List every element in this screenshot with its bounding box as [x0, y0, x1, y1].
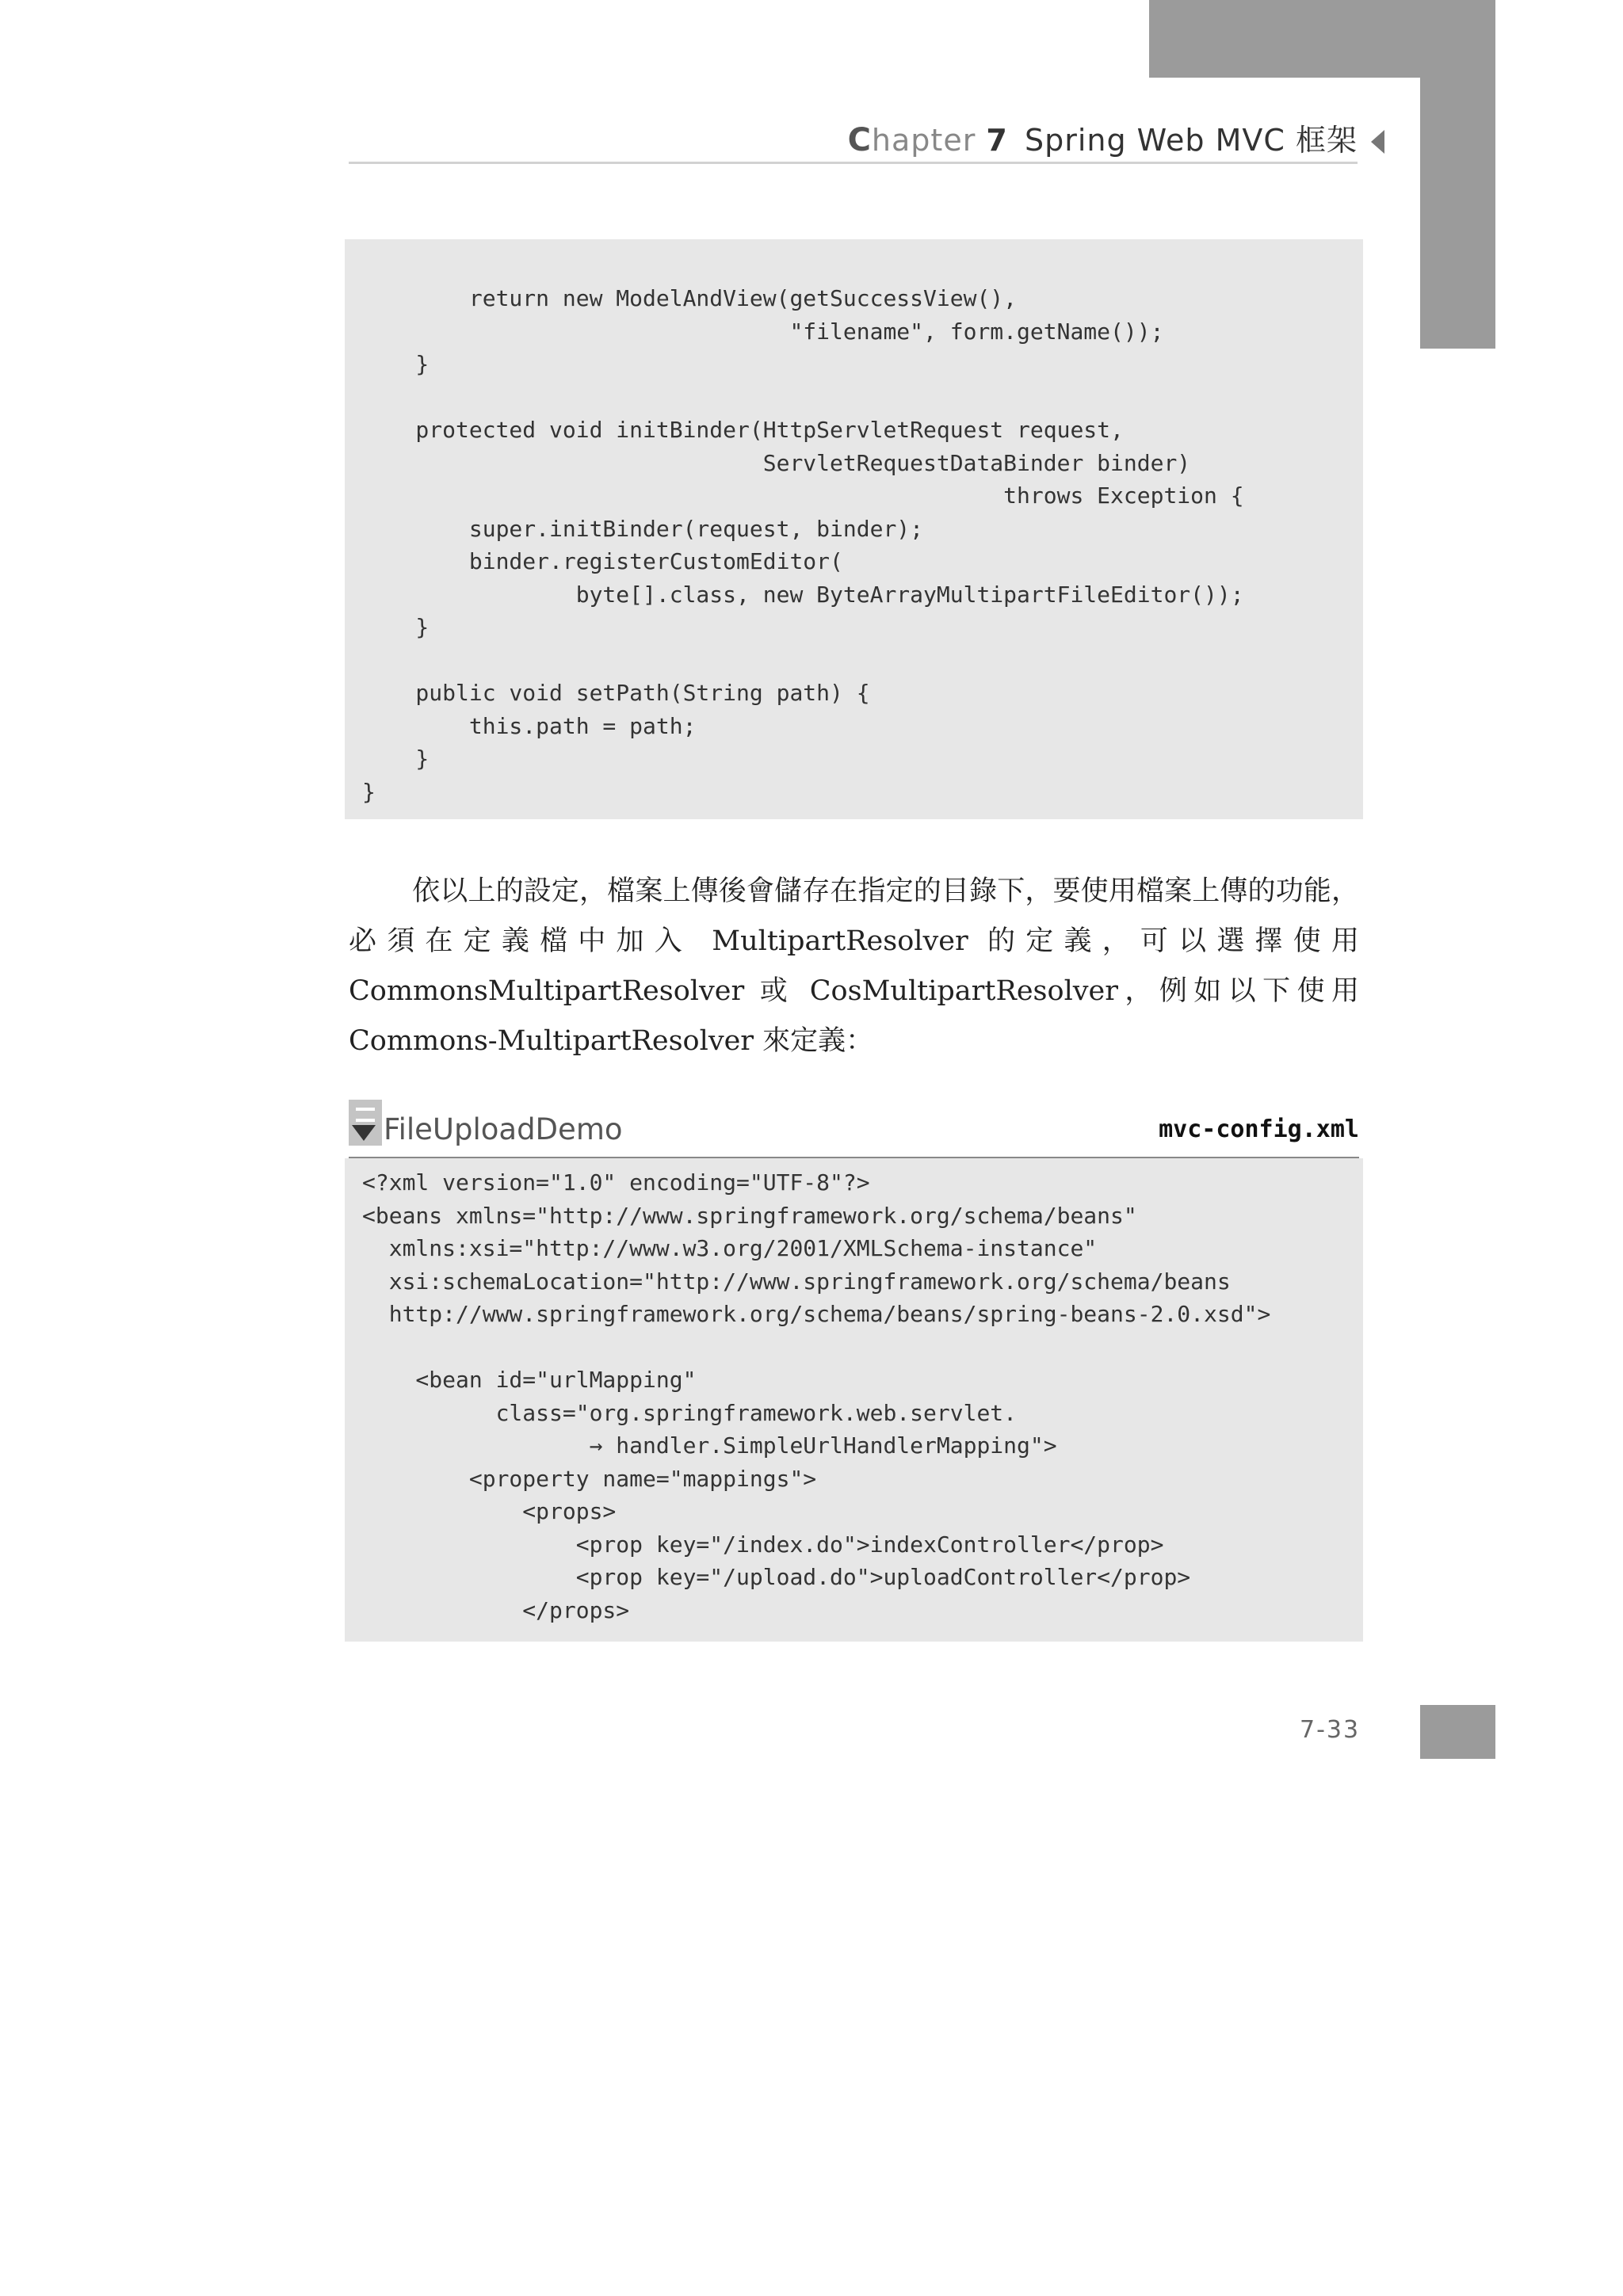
code-line: } — [415, 351, 430, 377]
code-line: } — [415, 614, 430, 640]
code-line: <bean id="urlMapping" — [415, 1367, 697, 1393]
code-line: <?xml version="1.0" encoding="UTF-8"?> — [362, 1169, 870, 1196]
file-name: mvc-config.xml — [1159, 1116, 1359, 1143]
chapter-tab-side — [1420, 78, 1495, 349]
chapter-tab-top — [1149, 0, 1495, 78]
code-line: protected void initBinder(HttpServletRequest request, — [415, 417, 1124, 443]
download-file-icon — [349, 1100, 382, 1146]
code-line: http://www.springframework.org/schema/beans/spring-beans-2.0.xsd"> — [388, 1301, 1271, 1327]
listing-header — [349, 1100, 1359, 1159]
page-number: 7-33 — [1300, 1716, 1361, 1744]
code-block-xml — [345, 1158, 1363, 1642]
code-line: this.path = path; — [468, 712, 697, 739]
code-line: } — [362, 778, 376, 805]
page-number-tab — [1420, 1705, 1495, 1759]
code-line: xmlns:xsi="http://www.w3.org/2001/XMLSchema-instance" — [388, 1235, 1098, 1261]
code-block-java — [345, 239, 1363, 819]
code-line: return new ModelAndView(getSuccessView(), — [468, 285, 1018, 311]
code-line: public void setPath(String path) { — [415, 680, 870, 706]
body-paragraph: 依以上的設定，檔案上傳後會儲存在指定的目錄下，要使用檔案上傳的功能，必須在定義檔中加入 MultipartResolver 的定義，可以選擇使用 CommonsMultipartResolver 或 CosMultipartResolver，例如以下使用 Commons-MultipartResolver 來定義： — [349, 875, 1359, 1057]
chapter-title: Chapter 7 Spring Web MVC 框架 — [847, 122, 1358, 158]
code-line: → handler.SimpleUrlHandlerMapping"> — [589, 1432, 1057, 1459]
code-line: <prop key="/index.do">indexController</prop> — [575, 1531, 1164, 1558]
code-line: super.initBinder(request, binder); — [468, 515, 924, 542]
code-line: byte[].class, new ByteArrayMultipartFileEditor()); — [575, 581, 1244, 608]
triangle-left-icon — [1371, 130, 1384, 154]
page-header — [349, 111, 1358, 164]
code-line: } — [415, 746, 430, 772]
code-line: ServletRequestDataBinder binder) — [762, 449, 1191, 476]
code-line: throws Exception { — [1003, 482, 1244, 509]
code-line: <prop key="/upload.do">uploadController</prop> — [575, 1564, 1191, 1590]
code-line: <beans xmlns="http://www.springframework.org/schema/beans" — [362, 1202, 1137, 1229]
code-line: binder.registerCustomEditor( — [468, 548, 843, 574]
code-line: "filename", form.getName()); — [789, 318, 1164, 345]
code-line: <props> — [522, 1498, 617, 1524]
code-line: class="org.springframework.web.servlet. — [495, 1399, 1018, 1426]
code-line: </props> — [362, 1596, 630, 1623]
code-line: <property name="mappings"> — [468, 1465, 817, 1492]
project-name: FileUploadDemo — [384, 1112, 623, 1146]
code-line: xsi:schemaLocation="http://www.springframework.org/schema/beans — [388, 1268, 1231, 1295]
